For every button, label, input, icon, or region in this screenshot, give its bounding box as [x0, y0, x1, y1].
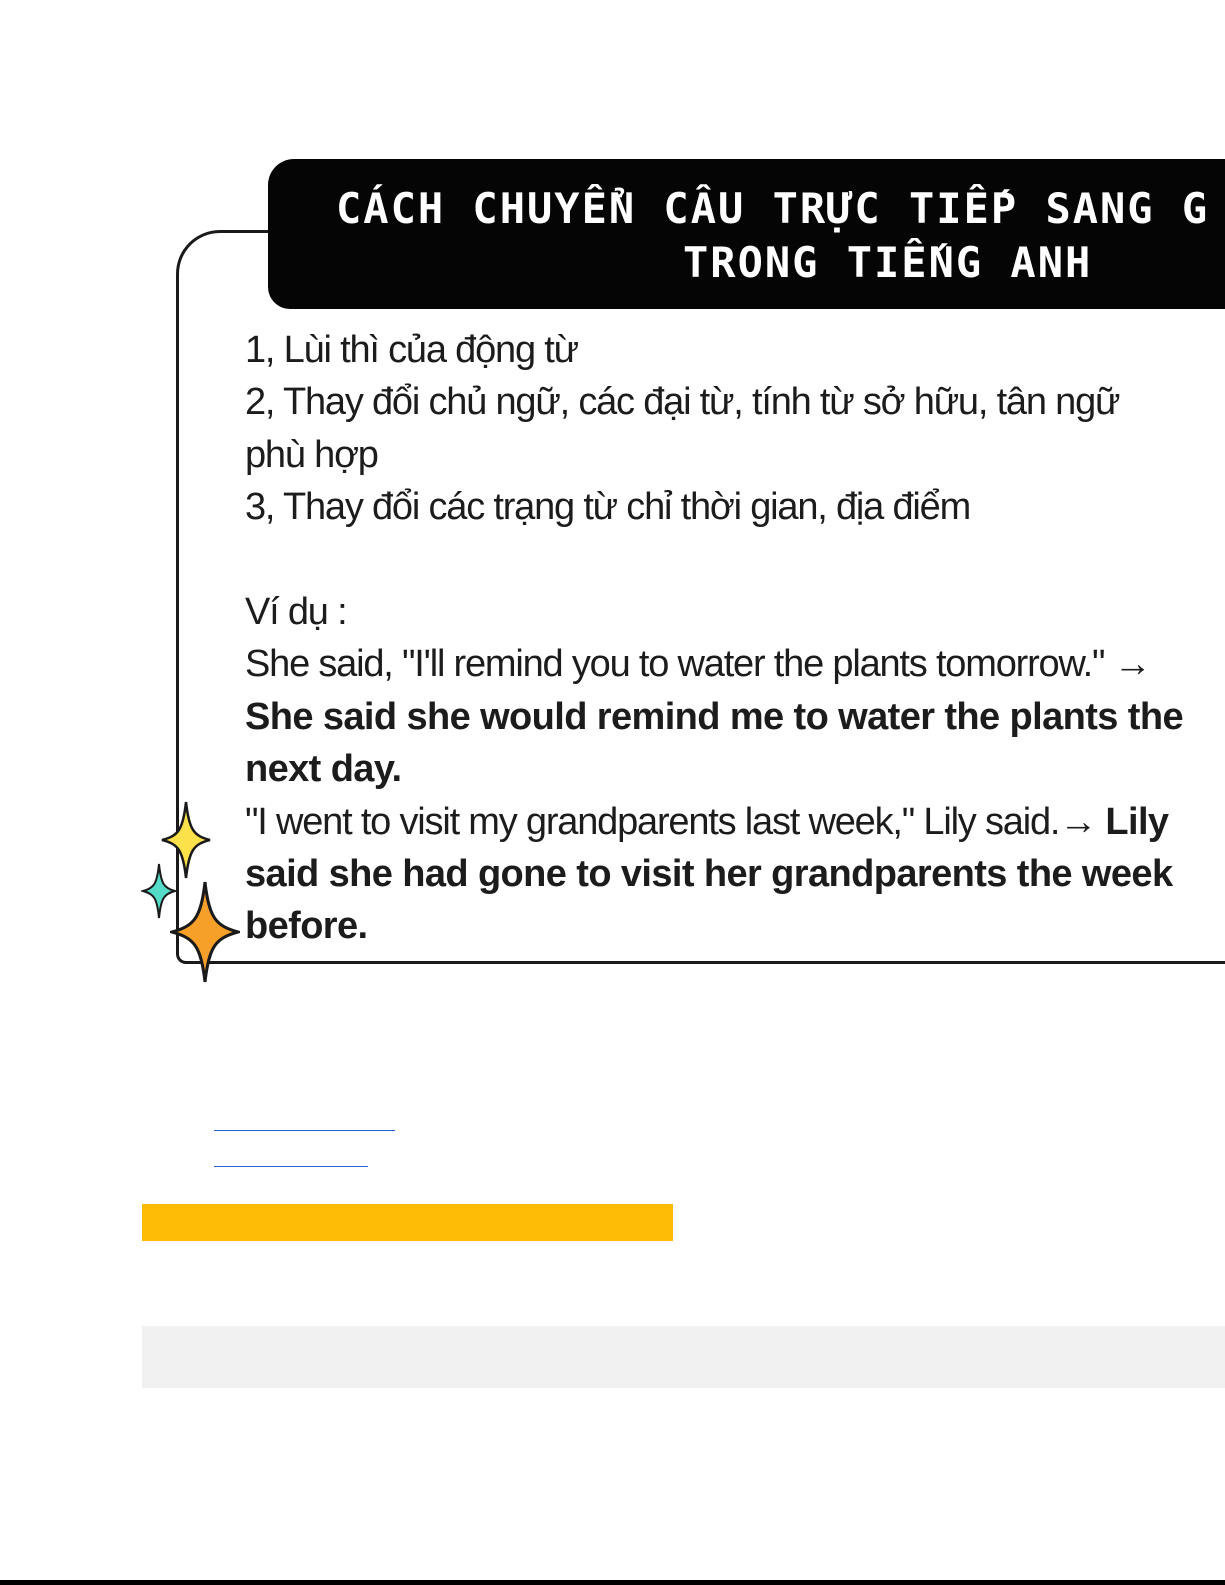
highlight-bar — [142, 1204, 673, 1241]
example-1-reported-continued: next day. — [245, 748, 402, 791]
gray-content-box — [142, 1326, 1225, 1388]
steps-list — [245, 324, 1225, 534]
example-heading: Ví dụ : — [245, 591, 347, 633]
step-1: 1, Lùi thì của động từ — [245, 329, 578, 371]
link-underline-1[interactable] — [214, 1130, 395, 1131]
bottom-rule — [0, 1580, 1225, 1585]
examples — [245, 586, 1225, 953]
example-2-reported-start: Lily — [1105, 800, 1169, 843]
example-2-reported: said she had gone to visit her grandparents the week — [245, 852, 1173, 895]
card-title-line-2: TRONG TIẾNG ANH — [683, 238, 1093, 287]
example-2-reported-continued: before. — [245, 905, 368, 948]
step-3: 3, Thay đổi các trạng từ chỉ thời gian, địa điểm — [245, 486, 971, 529]
example-2-line — [245, 796, 1225, 848]
card-title-line-1: CÁCH CHUYỂN CÂU TRỰC TIẾP SANG G — [336, 184, 1210, 233]
example-2-direct: "I went to visit my grandparents last week," Lily said.→ — [245, 800, 1106, 843]
example-1-reported: She said she would remind me to water the plants the — [245, 695, 1183, 738]
sparkle-orange-icon — [170, 880, 240, 984]
step-2: 2, Thay đổi chủ ngữ, các đại từ, tính từ sở hữu, tân ngữ — [245, 381, 1120, 424]
example-1-direct: She said, "I'll remind you to water the plants tomorrow." → — [245, 643, 1151, 686]
step-2-continued: phù hợp — [245, 433, 378, 476]
link-underline-2[interactable] — [214, 1166, 368, 1167]
